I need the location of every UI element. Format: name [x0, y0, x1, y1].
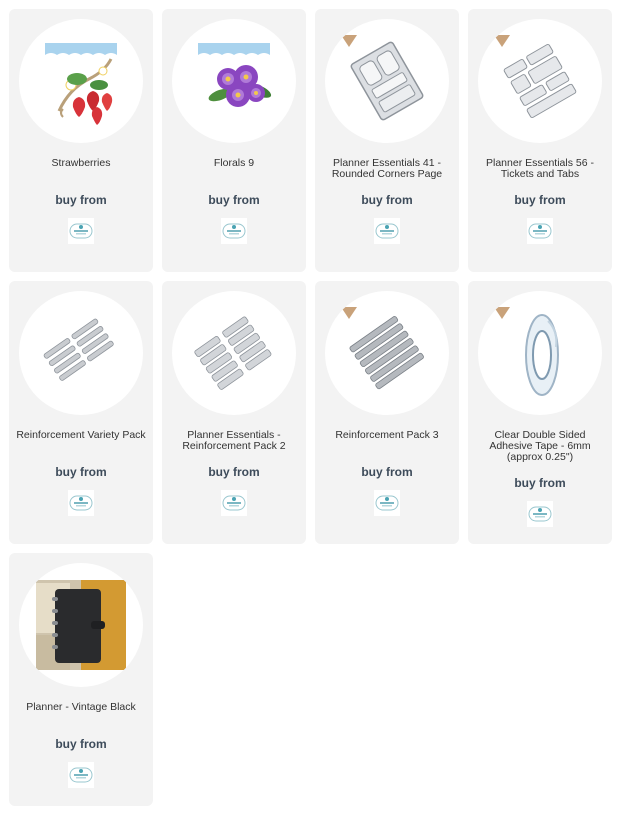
buy-from-label: buy from — [514, 193, 566, 207]
product-image[interactable] — [172, 291, 296, 415]
product-title[interactable]: Florals 9 — [213, 157, 255, 169]
store-logo-mark — [68, 762, 94, 788]
florals-die-image — [172, 19, 296, 143]
store-logo-icon[interactable] — [374, 490, 400, 516]
product-image[interactable] — [19, 19, 143, 143]
store-logo-mark — [374, 218, 400, 244]
store-logo-icon[interactable] — [221, 490, 247, 516]
product-image[interactable] — [19, 563, 143, 687]
product-title[interactable]: Planner Essentials 41 - Rounded Corners Page — [331, 157, 443, 180]
product-image[interactable] — [172, 19, 296, 143]
store-logo-mark — [221, 218, 247, 244]
product-card-reinforcement-pack-2[interactable] — [162, 281, 306, 544]
store-logo-mark — [221, 490, 247, 516]
product-card-adhesive-tape[interactable] — [468, 281, 612, 544]
product-grid — [9, 9, 613, 809]
buy-from-label: buy from — [514, 476, 566, 490]
product-title[interactable]: Reinforcement Variety Pack — [16, 429, 146, 441]
product-image[interactable] — [19, 291, 143, 415]
product-title[interactable]: Planner - Vintage Black — [26, 701, 136, 713]
store-logo-mark — [527, 501, 553, 527]
tape-roll-image — [478, 291, 602, 415]
reinforcement-strips-image — [19, 291, 143, 415]
store-logo-mark — [68, 490, 94, 516]
planner-photo-image — [19, 563, 143, 687]
product-image[interactable] — [478, 291, 602, 415]
tickets-tabs-die-image — [478, 19, 602, 143]
product-card-reinforcement-pack-3[interactable] — [315, 281, 459, 544]
store-logo-icon[interactable] — [68, 490, 94, 516]
product-title[interactable]: Strawberries — [51, 157, 111, 169]
buy-from-label: buy from — [55, 193, 107, 207]
product-card-planner-essentials-41[interactable] — [315, 9, 459, 272]
product-card-strawberries[interactable] — [9, 9, 153, 272]
product-card-planner-essentials-56[interactable] — [468, 9, 612, 272]
buy-from-label: buy from — [55, 737, 107, 751]
product-title[interactable]: Reinforcement Pack 3 — [335, 429, 439, 441]
store-logo-icon[interactable] — [527, 501, 553, 527]
buy-from-label: buy from — [208, 193, 260, 207]
product-card-florals-9[interactable] — [162, 9, 306, 272]
buy-from-label: buy from — [361, 465, 413, 479]
reinforcement-pack-3-image — [325, 291, 449, 415]
strawberry-die-image — [19, 19, 143, 143]
rounded-corners-die-image — [325, 19, 449, 143]
store-logo-icon[interactable] — [68, 218, 94, 244]
product-title[interactable]: Planner Essentials - Reinforcement Pack 2 — [182, 429, 286, 452]
product-card-reinforcement-variety-pack[interactable] — [9, 281, 153, 544]
product-image[interactable] — [325, 19, 449, 143]
store-logo-icon[interactable] — [527, 218, 553, 244]
store-logo-icon[interactable] — [68, 762, 94, 788]
buy-from-label: buy from — [208, 465, 260, 479]
product-image[interactable] — [478, 19, 602, 143]
store-logo-mark — [374, 490, 400, 516]
store-logo-icon[interactable] — [221, 218, 247, 244]
buy-from-label: buy from — [361, 193, 413, 207]
product-title[interactable]: Clear Double Sided Adhesive Tape - 6mm (approx 0.25") — [489, 429, 591, 463]
product-card-planner-vintage-black[interactable] — [9, 553, 153, 806]
product-title[interactable]: Planner Essentials 56 - Tickets and Tabs — [486, 157, 594, 180]
store-logo-icon[interactable] — [374, 218, 400, 244]
product-image[interactable] — [325, 291, 449, 415]
store-logo-mark — [527, 218, 553, 244]
buy-from-label: buy from — [55, 465, 107, 479]
store-logo-mark — [68, 218, 94, 244]
reinforcement-pack-2-image — [172, 291, 296, 415]
